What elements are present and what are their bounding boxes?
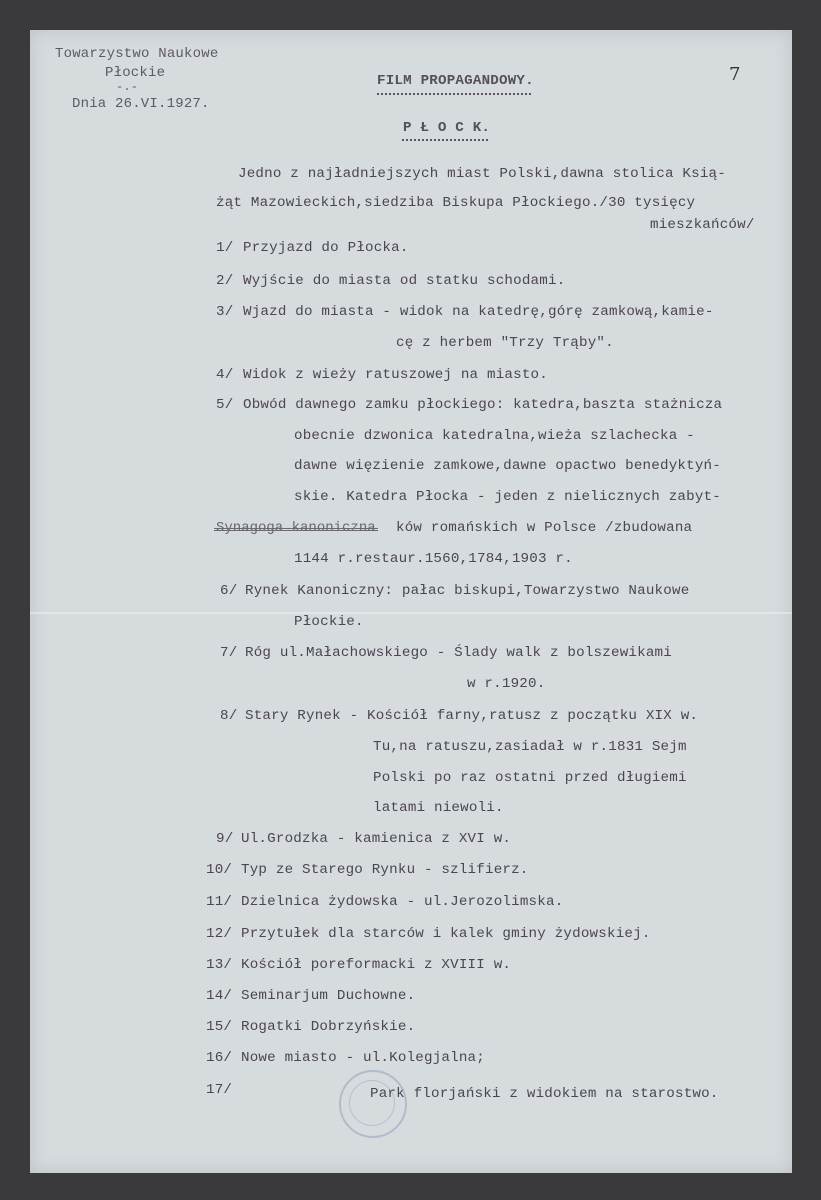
document-page [30,30,792,1173]
org-name-line2: Płockie [105,65,166,81]
item-text: Kościół poreformacki z XVIII w. [241,957,512,973]
item-text: Rogatki Dobrzyńskie. [241,1019,416,1035]
item-text: Ul.Grodzka - kamienica z XVI w. [241,831,512,847]
document-title: FILM PROPAGANDOWY. [377,73,534,89]
intro-line: Jedno z najładniejszych miast Polski,dawna stolica Ksią- [238,166,726,182]
item-number: 14/ [206,988,233,1004]
item-number: 5/ [216,397,234,413]
title-underline [377,93,531,95]
intro-line: mieszkańców/ [650,217,755,233]
item-number: 10/ [206,862,233,878]
item-text: Nowe miasto - ul.Kolegjalna; [241,1050,485,1066]
item-text: 1144 r.restaur.1560,1784,1903 r. [294,551,573,567]
item-number: 4/ [216,367,234,383]
item-number: 13/ [206,957,233,973]
org-name-line1: Towarzystwo Naukowe [55,46,219,62]
item-text: obecnie dzwonica katedralna,wieża szlachecka - [294,428,695,444]
item-number: 8/ [220,708,238,724]
item-number: 16/ [206,1050,233,1066]
page-number: 7 [729,64,741,85]
item-text: Widok z wieży ratuszowej na miasto. [243,367,548,383]
item-number: 1/ [216,240,234,256]
item-text: Dzielnica żydowska - ul.Jerozolimska. [241,894,564,910]
struck-text: Synagoga kanoniczna [216,520,376,536]
item-text: Stary Rynek - Kościół farny,ratusz z początku XIX w. [245,708,699,724]
item-text: Obwód dawnego zamku płockiego: katedra,baszta stażnicza [243,397,723,413]
item-number: 15/ [206,1019,233,1035]
item-text: Wyjście do miasta od statku schodami. [243,273,566,289]
item-text: Przyjazd do Płocka. [243,240,409,256]
item-text: Róg ul.Małachowskiego - Ślady walk z bolszewikami [245,645,672,661]
item-text: Tu,na ratuszu,zasiadał w r.1831 Sejm [373,739,687,755]
item-number: 6/ [220,583,238,599]
item-text: Typ ze Starego Rynku - szlifierz. [241,862,529,878]
paper-fold [30,612,792,614]
document-date: Dnia 26.VI.1927. [72,96,210,112]
document-subtitle: P Ł O C K. [403,120,491,136]
item-text: ków romańskich w Polsce /zbudowana [396,520,693,536]
faint-stamp [339,1070,407,1138]
item-number: 2/ [216,273,234,289]
item-text: Wjazd do miasta - widok na katedrę,górę zamkową,kamie- [243,304,714,320]
item-text: Seminarjum Duchowne. [241,988,416,1004]
item-text: Płockie. [294,614,364,630]
item-text: w r.1920. [467,676,546,692]
item-text: skie. Katedra Płocka - jeden z nielicznych zabyt- [294,489,721,505]
item-text: latami niewoli. [373,800,504,816]
item-text: cę z herbem "Trzy Trąby". [396,335,614,351]
item-text: Polski po raz ostatni przed długiemi [373,770,687,786]
item-number: 17/ [206,1082,233,1098]
item-text: dawne więzienie zamkowe,dawne opactwo benedyktyń- [294,458,721,474]
item-text: Park florjański z widokiem na starostwo. [370,1086,719,1102]
item-text: Rynek Kanoniczny: pałac biskupi,Towarzystwo Naukowe [245,583,690,599]
item-text: Przytułek dla starców i kalek gminy żydowskiej. [241,926,651,942]
item-number: 12/ [206,926,233,942]
intro-line: żąt Mazowieckich,siedziba Biskupa Płockiego./30 tysięcy [216,195,696,211]
item-number: 11/ [206,894,233,910]
item-number: 9/ [216,831,234,847]
org-mark: -.- [116,80,139,94]
item-number: 7/ [220,645,238,661]
subtitle-underline [402,139,488,141]
item-number: 3/ [216,304,234,320]
